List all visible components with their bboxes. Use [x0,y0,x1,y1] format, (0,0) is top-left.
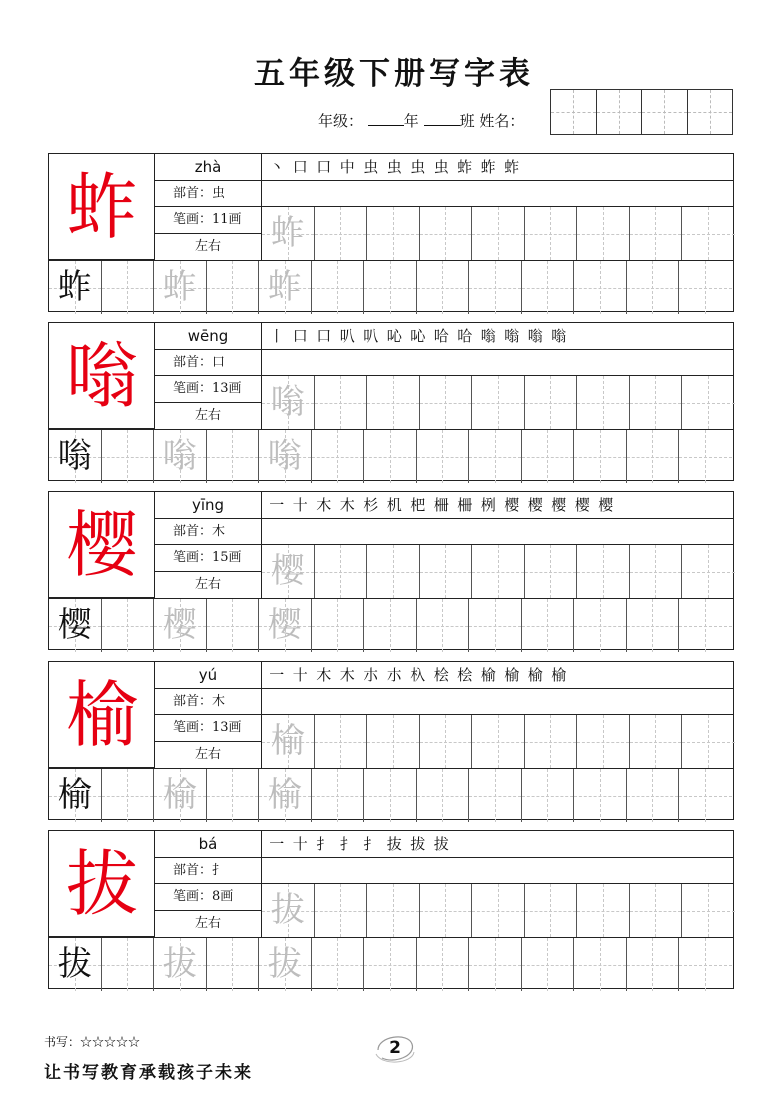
practice-cell[interactable] [315,884,368,937]
practice-cell[interactable] [49,261,102,314]
stroke-step: 蚱 [457,158,475,176]
practice-cell[interactable] [525,207,578,260]
name-cell[interactable] [688,90,733,134]
model-char-box [49,154,155,260]
stroke-step: 榆 [551,666,569,684]
practice-cell[interactable] [682,376,735,429]
practice-cell[interactable] [207,599,260,652]
practice-row-upper [261,715,735,768]
practice-cell[interactable] [420,376,473,429]
class-blank[interactable] [424,112,460,126]
structure: 左右 [194,238,221,254]
practice-cell[interactable] [262,207,315,260]
model-char-box [49,662,155,768]
practice-row-lower [49,768,733,822]
practice-cell[interactable] [682,715,735,768]
stroke-count: 笔画：15画 [155,545,261,572]
stroke-order-row [261,492,733,519]
practice-cell[interactable] [417,769,470,822]
model-char: 拔 [65,842,138,926]
char-info [155,662,261,768]
practice-cell[interactable] [259,769,312,822]
example-char: 蚱 [57,267,92,307]
trace-char: 拔 [162,944,197,984]
practice-cell[interactable] [154,261,207,314]
practice-cell[interactable] [577,884,630,937]
char-info [155,492,261,598]
practice-cell[interactable] [469,430,522,483]
practice-cell[interactable] [679,769,732,822]
stroke-step: 樱 [574,496,592,514]
radical: 部首：扌 [155,858,261,885]
practice-cell[interactable] [525,545,578,598]
example-char: 樱 [57,605,92,645]
structure: 左右 [194,407,221,423]
stroke-step: 扌 [316,835,334,853]
practice-cell[interactable] [367,545,420,598]
practice-cell[interactable] [102,938,155,991]
stroke-step: 柵 [457,496,475,514]
practice-cell[interactable] [259,599,312,652]
stroke-step: 虫 [410,158,428,176]
practice-cell[interactable] [367,207,420,260]
char-info [155,831,261,937]
practice-cell[interactable] [630,884,683,937]
practice-cell[interactable] [420,884,473,937]
stroke-step: 抜 [386,835,404,853]
stroke-blank-row [261,350,733,377]
stroke-step: 机 [386,496,404,514]
practice-cell[interactable] [154,599,207,652]
model-char: 榆 [65,673,138,757]
trace-char: 樱 [267,605,302,645]
stroke-step: 扌 [339,835,357,853]
practice-cell[interactable] [102,261,155,314]
stroke-step: 柵 [433,496,451,514]
stroke-step: 吣 [410,327,428,345]
trace-char: 榆 [162,775,197,815]
practice-cell[interactable] [207,430,260,483]
stroke-blank-row [261,689,733,716]
radical: 部首：虫 [155,181,261,208]
practice-cell[interactable] [525,715,578,768]
practice-cell[interactable] [574,599,627,652]
trace-char: 蚱 [270,213,305,253]
stroke-count: 笔画：11画 [155,207,261,234]
stroke-step: 虫 [363,158,381,176]
model-char-box [49,831,155,937]
stroke-step: 榆 [504,666,522,684]
practice-cell[interactable] [627,599,680,652]
practice-cell[interactable] [630,207,683,260]
trace-char: 嗡 [267,436,302,476]
practice-cell[interactable] [312,938,365,991]
stroke-count: 笔画：8画 [155,884,261,911]
practice-cell[interactable] [262,884,315,937]
year-label: 年 [403,112,419,130]
practice-cell[interactable] [472,207,525,260]
character-block [48,830,734,989]
stroke-count: 笔画：13画 [155,376,261,403]
practice-cell[interactable] [259,938,312,991]
practice-cell[interactable] [679,938,732,991]
practice-cell[interactable] [627,769,680,822]
practice-cell[interactable] [420,545,473,598]
stroke-step: 嗡 [504,327,522,345]
stroke-step: 木 [316,666,334,684]
practice-cell[interactable] [417,430,470,483]
stroke-step: 十 [292,835,310,853]
stroke-step: 中 [339,158,357,176]
writing-rating: 书写：☆☆☆☆☆ [44,1035,141,1049]
char-info [155,323,261,429]
stroke-step: 丶 [269,158,287,176]
practice-cell[interactable] [367,884,420,937]
stroke-step: 丨 [269,327,287,345]
stroke-blank-row [261,519,733,546]
trace-char: 拔 [267,944,302,984]
page-number [378,1034,412,1062]
pinyin: bá [155,831,261,858]
name-cell[interactable] [551,90,597,134]
practice-cell[interactable] [469,769,522,822]
stroke-step: 口 [316,327,334,345]
stroke-step: 拔 [433,835,451,853]
practice-cell[interactable] [522,769,575,822]
practice-cell[interactable] [627,938,680,991]
practice-cell[interactable] [364,599,417,652]
structure: 左右 [194,746,221,762]
practice-cell[interactable] [682,884,735,937]
practice-row-upper [261,884,735,937]
stroke-step: 樱 [551,496,569,514]
stroke-order-row [261,323,733,350]
stroke-step: 吣 [386,327,404,345]
stroke-step: 榆 [527,666,545,684]
class-label: 班 [459,112,475,130]
name-writing-grid[interactable] [550,89,733,135]
practice-cell[interactable] [472,376,525,429]
trace-char: 嗡 [270,382,305,422]
trace-char: 樱 [270,551,305,591]
practice-cell[interactable] [577,545,630,598]
character-block [48,661,734,820]
practice-cell[interactable] [574,938,627,991]
practice-cell[interactable] [627,261,680,314]
practice-cell[interactable] [154,938,207,991]
student-info-line [318,110,524,131]
practice-cell[interactable] [312,769,365,822]
practice-cell[interactable] [102,769,155,822]
pinyin: wēng [155,323,261,350]
stroke-step: 榆 [480,666,498,684]
stroke-step: 木 [339,496,357,514]
practice-cell[interactable] [315,207,368,260]
practice-cell[interactable] [679,430,732,483]
stroke-step: 杷 [410,496,428,514]
radical: 部首：口 [155,350,261,377]
stroke-step: 桧 [433,666,451,684]
practice-cell[interactable] [364,769,417,822]
practice-cell[interactable] [315,376,368,429]
stroke-step: 一 [269,666,287,684]
example-char: 拔 [57,944,92,984]
stroke-order-row [261,154,733,181]
practice-cell[interactable] [312,261,365,314]
stroke-blank-row [261,858,733,885]
stroke-step: 杁 [410,666,428,684]
practice-cell[interactable] [367,376,420,429]
practice-cell[interactable] [577,715,630,768]
stroke-step: 栵 [480,496,498,514]
pinyin: yú [155,662,261,689]
example-char: 榆 [57,775,92,815]
stroke-step: 桧 [457,666,475,684]
stroke-step: 樱 [598,496,616,514]
practice-cell[interactable] [49,938,102,991]
stroke-step: 十 [292,496,310,514]
grade-label: 年级： [318,112,364,130]
practice-cell[interactable] [574,769,627,822]
practice-cell[interactable] [630,376,683,429]
practice-cell[interactable] [577,207,630,260]
practice-cell[interactable] [574,430,627,483]
stroke-step: 蚱 [480,158,498,176]
name-cell[interactable] [597,90,643,134]
practice-cell[interactable] [312,430,365,483]
practice-cell[interactable] [525,376,578,429]
practice-cell[interactable] [315,545,368,598]
stroke-step: 木 [339,666,357,684]
practice-cell[interactable] [364,430,417,483]
stroke-step: 樱 [527,496,545,514]
grade-year-blank[interactable] [368,112,404,126]
practice-cell[interactable] [577,376,630,429]
stroke-order-row [261,662,733,689]
stroke-step: 樱 [504,496,522,514]
model-char: 嗡 [65,334,138,418]
stroke-step: 口 [292,158,310,176]
model-char: 蚱 [65,165,138,249]
model-char-box [49,323,155,429]
trace-char: 樱 [162,605,197,645]
practice-cell[interactable] [312,599,365,652]
practice-cell[interactable] [49,430,102,483]
stroke-step: 蚱 [504,158,522,176]
stroke-step: 口 [292,327,310,345]
practice-cell[interactable] [262,715,315,768]
practice-cell[interactable] [207,938,260,991]
stroke-step: 叭 [363,327,381,345]
name-cell[interactable] [642,90,688,134]
practice-cell[interactable] [262,376,315,429]
practice-cell[interactable] [679,599,732,652]
name-label: 姓名： [479,112,525,130]
practice-cell[interactable] [469,938,522,991]
stroke-step: 哈 [457,327,475,345]
practice-cell[interactable] [154,769,207,822]
stroke-step: 朩 [386,666,404,684]
practice-cell[interactable] [469,261,522,314]
practice-cell[interactable] [207,261,260,314]
stroke-step: 十 [292,666,310,684]
practice-cell[interactable] [522,261,575,314]
stroke-step: 嗡 [551,327,569,345]
practice-cell[interactable] [367,715,420,768]
footer-slogan: 让书写教育承载孩子未来 [44,1063,253,1083]
stroke-step: 扌 [363,835,381,853]
stroke-step: 叭 [339,327,357,345]
practice-row-lower [49,260,733,314]
practice-row-lower [49,429,733,483]
trace-char: 蚱 [162,267,197,307]
char-info [155,154,261,260]
practice-cell[interactable] [417,599,470,652]
model-char-box [49,492,155,598]
stroke-step: 嗡 [480,327,498,345]
pinyin: zhà [155,154,261,181]
structure: 左右 [194,915,221,931]
stroke-step: 杉 [363,496,381,514]
practice-cell[interactable] [49,769,102,822]
stroke-count: 笔画：13画 [155,715,261,742]
practice-cell[interactable] [522,430,575,483]
practice-cell[interactable] [522,938,575,991]
practice-cell[interactable] [259,261,312,314]
practice-cell[interactable] [420,715,473,768]
practice-row-upper [261,545,735,598]
trace-char: 拔 [270,890,305,930]
trace-char: 榆 [270,721,305,761]
practice-cell[interactable] [627,430,680,483]
practice-row-upper [261,376,735,429]
practice-cell[interactable] [682,207,735,260]
practice-cell[interactable] [102,430,155,483]
character-block [48,322,734,481]
practice-cell[interactable] [364,261,417,314]
character-block [48,153,734,312]
practice-cell[interactable] [102,599,155,652]
example-char: 嗡 [57,436,92,476]
practice-cell[interactable] [420,207,473,260]
practice-cell[interactable] [472,715,525,768]
stroke-step: 拔 [410,835,428,853]
practice-cell[interactable] [315,715,368,768]
practice-cell[interactable] [364,938,417,991]
practice-cell[interactable] [525,884,578,937]
practice-row-lower [49,598,733,652]
practice-cell[interactable] [469,599,522,652]
page-number-text: 2 [389,1038,401,1058]
practice-cell[interactable] [154,430,207,483]
practice-cell[interactable] [417,261,470,314]
stroke-step: 哈 [433,327,451,345]
practice-cell[interactable] [574,261,627,314]
stroke-step: 一 [269,496,287,514]
stroke-step: 虫 [386,158,404,176]
practice-row-lower [49,937,733,991]
stroke-step: 一 [269,835,287,853]
trace-char: 榆 [267,775,302,815]
stroke-step: 虫 [433,158,451,176]
radical: 部首：木 [155,519,261,546]
practice-cell[interactable] [472,545,525,598]
stroke-order-row [261,831,733,858]
trace-char: 蚱 [267,267,302,307]
practice-row-upper [261,207,735,260]
practice-cell[interactable] [259,430,312,483]
structure: 左右 [194,576,221,592]
practice-cell[interactable] [522,599,575,652]
practice-cell[interactable] [207,769,260,822]
character-block [48,491,734,650]
page-title: 五年级下册写字表 [254,56,534,92]
practice-cell[interactable] [630,715,683,768]
practice-cell[interactable] [262,545,315,598]
practice-cell[interactable] [682,545,735,598]
practice-cell[interactable] [679,261,732,314]
stroke-step: 嗡 [527,327,545,345]
stroke-step: 朩 [363,666,381,684]
pinyin: yīng [155,492,261,519]
practice-cell[interactable] [472,884,525,937]
stroke-step: 口 [316,158,334,176]
radical: 部首：木 [155,689,261,716]
stroke-blank-row [261,181,733,208]
model-char: 樱 [65,503,138,587]
practice-cell[interactable] [49,599,102,652]
practice-cell[interactable] [630,545,683,598]
practice-cell[interactable] [417,938,470,991]
trace-char: 嗡 [162,436,197,476]
stroke-step: 木 [316,496,334,514]
